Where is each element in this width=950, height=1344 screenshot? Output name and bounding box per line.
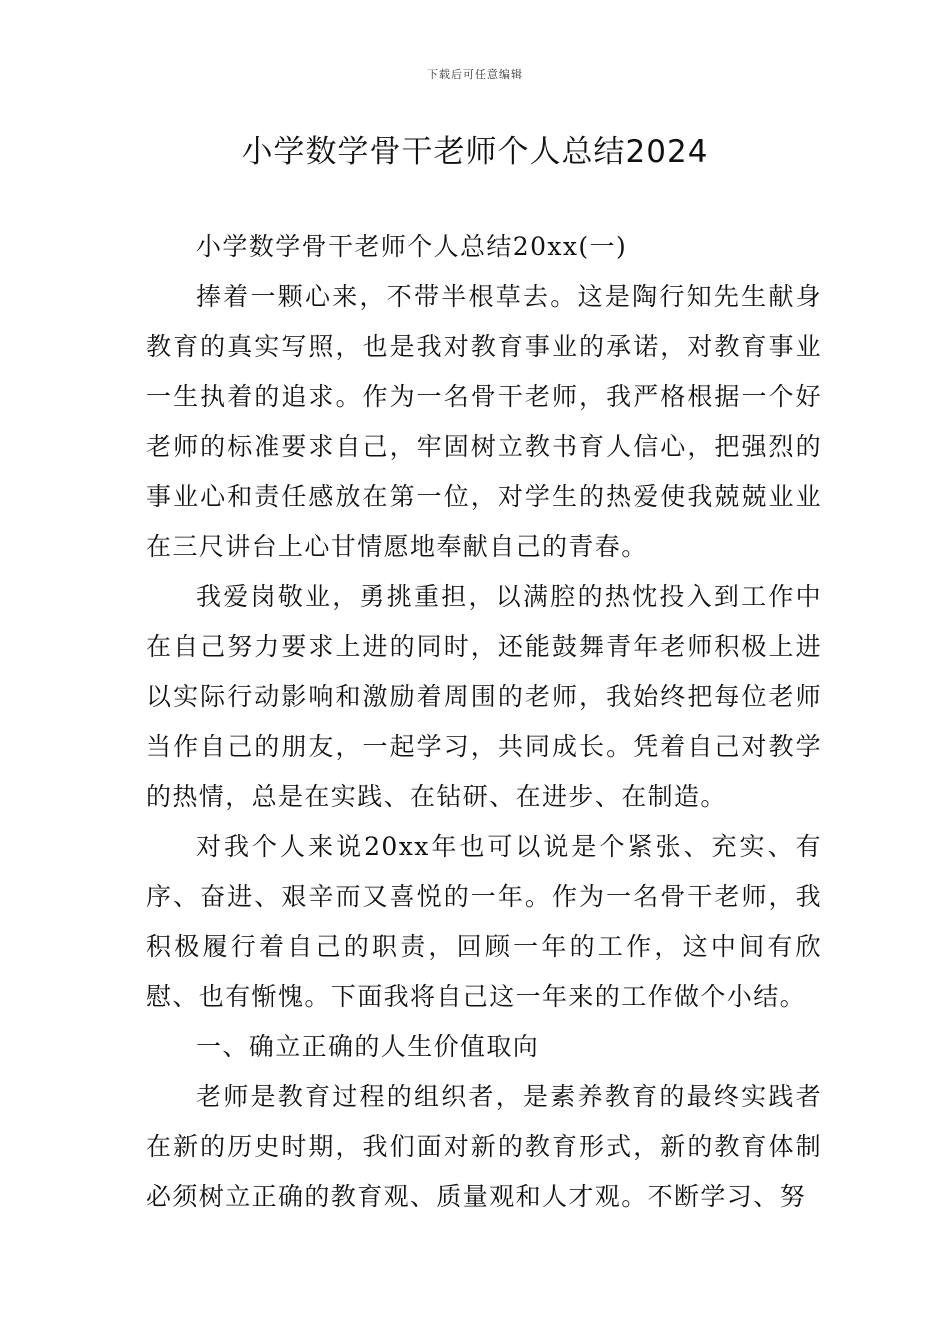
document-title: 小学数学骨干老师个人总结2024	[241, 134, 709, 170]
section-heading: 一、确立正确的人生价值取向	[196, 1032, 540, 1061]
document-body	[146, 222, 822, 1222]
section-subtitle: 小学数学骨干老师个人总结20xx(一)	[196, 232, 628, 261]
page-header-note: 下载后可任意编辑	[427, 68, 523, 81]
paragraph: 我爱岗敬业，勇挑重担，以满腔的热忱投入到工作中在自己努力要求上进的同时，还能鼓舞青年老师积极上进以实际行动影响和激励着周围的老师，我始终把每位老师当作自己的朋友，一起学习，共同成长。凭着自己对教学的热情，总是在实践、在钻研、在进步、在制造。	[146, 582, 822, 811]
paragraph: 老师是教育过程的组织者，是素养教育的最终实践者在新的历史时期，我们面对新的教育形式，新的教育体制必须树立正确的教育观、质量观和人才观。不断学习、努	[146, 1082, 822, 1211]
paragraph: 捧着一颗心来，不带半根草去。这是陶行知先生献身教育的真实写照，也是我对教育事业的承诺，对教育事业一生执着的追求。作为一名骨干老师，我严格根据一个好老师的标准要求自己，牢固树立教书育人信心，把强烈的事业心和责任感放在第一位，对学生的热爱使我兢兢业业在三尺讲台上心甘情愿地奉献自己的青春。	[146, 282, 822, 561]
paragraph: 对我个人来说20xx年也可以说是个紧张、充实、有序、奋进、艰辛而又喜悦的一年。作为一名骨干老师，我积极履行着自己的职责，回顾一年的工作，这中间有欣慰、也有惭愧。下面我将自己这一年来的工作做个小结。	[146, 832, 822, 1011]
